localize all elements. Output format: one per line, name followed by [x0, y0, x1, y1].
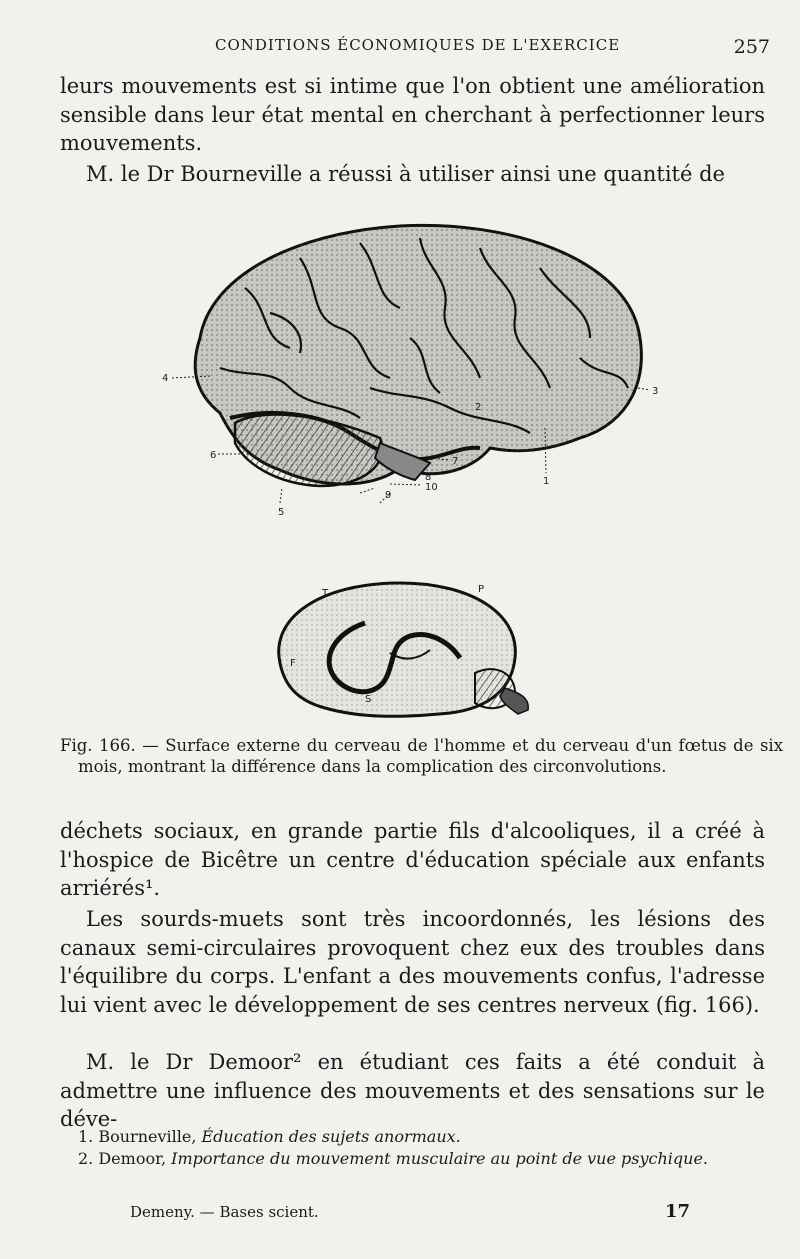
- footnote-1-title: Éducation des sujets anormaux.: [201, 1127, 461, 1146]
- paragraph-5: M. le Dr Demoor² en étudiant ces faits a été conduit à admettre une influence des mouvements et des sensations sur le déve-: [60, 1050, 765, 1131]
- signature-mark: 17: [664, 1201, 690, 1222]
- footnote-2-prefix: 2. Demoor,: [78, 1149, 172, 1168]
- paragraph-1: leurs mouvements est si intime que l'on obtient une amélioration sensible dans leur état mental en cherchant à perfectionner leurs mouvements.: [60, 74, 765, 155]
- footnote-2-title: Importance du mouvement musculaire au point de vue psychique.: [171, 1149, 709, 1168]
- brain-label-5: 5: [278, 507, 285, 518]
- brain-label-1: 1: [543, 476, 550, 487]
- footnote-1: [60, 1126, 765, 1148]
- fetal-label-P: P: [478, 584, 485, 595]
- adult-brain: [162, 225, 658, 518]
- brain-label-9: 9: [385, 490, 392, 501]
- brain-label-6: 6: [210, 450, 217, 461]
- running-head-title: CONDITIONS ÉCONOMIQUES DE L'EXERCICE: [215, 36, 621, 54]
- brain-illustration: [150, 218, 660, 718]
- paragraph-2: M. le Dr Bourneville a réussi à utiliser ainsi une quantité de: [86, 162, 725, 186]
- brain-label-10: 10: [425, 482, 438, 493]
- brain-label-8: 8: [425, 472, 432, 483]
- running-head: [60, 36, 770, 60]
- page-number: 257: [733, 36, 770, 58]
- fetal-brain: [279, 583, 529, 716]
- figure-166: [150, 218, 660, 718]
- brain-label-4: 4: [162, 373, 169, 384]
- paragraph-3: déchets sociaux, en grande partie fils d'alcooliques, il a créé à l'hospice de Bicêtre un centre d'éducation spéciale aux enfants arriérés¹.: [60, 819, 765, 900]
- figure-caption: Fig. 166. — Surface externe du cerveau de l'homme et du cerveau d'un fœtus de six mois, montrant la différence dans la complication des circonvolutions.: [60, 736, 783, 776]
- brain-label-7: 7: [452, 456, 459, 467]
- brain-label-3: 3: [652, 386, 659, 397]
- footnote-1-prefix: 1. Bourneville,: [78, 1127, 202, 1146]
- footer-author-title: Demeny. — Bases scient.: [130, 1203, 319, 1221]
- footnote-2: [60, 1148, 765, 1170]
- fetal-label-T: T: [322, 588, 329, 599]
- fetal-label-F: F: [290, 658, 296, 669]
- fetal-label-S: S: [365, 694, 372, 705]
- footnotes: [60, 1126, 765, 1170]
- page-footer: [130, 1203, 690, 1227]
- paragraph-4: Les sourds-muets sont très incoordonnés, les lésions des canaux semi-circulaires provoquent chez eux des troubles dans l'équilibre du corps. L'enfant a des mouvements confus, l'adresse lui vient avec le développement de ses centres nerveux (fig. 166).: [60, 907, 765, 1017]
- brain-label-2: 2: [475, 402, 482, 413]
